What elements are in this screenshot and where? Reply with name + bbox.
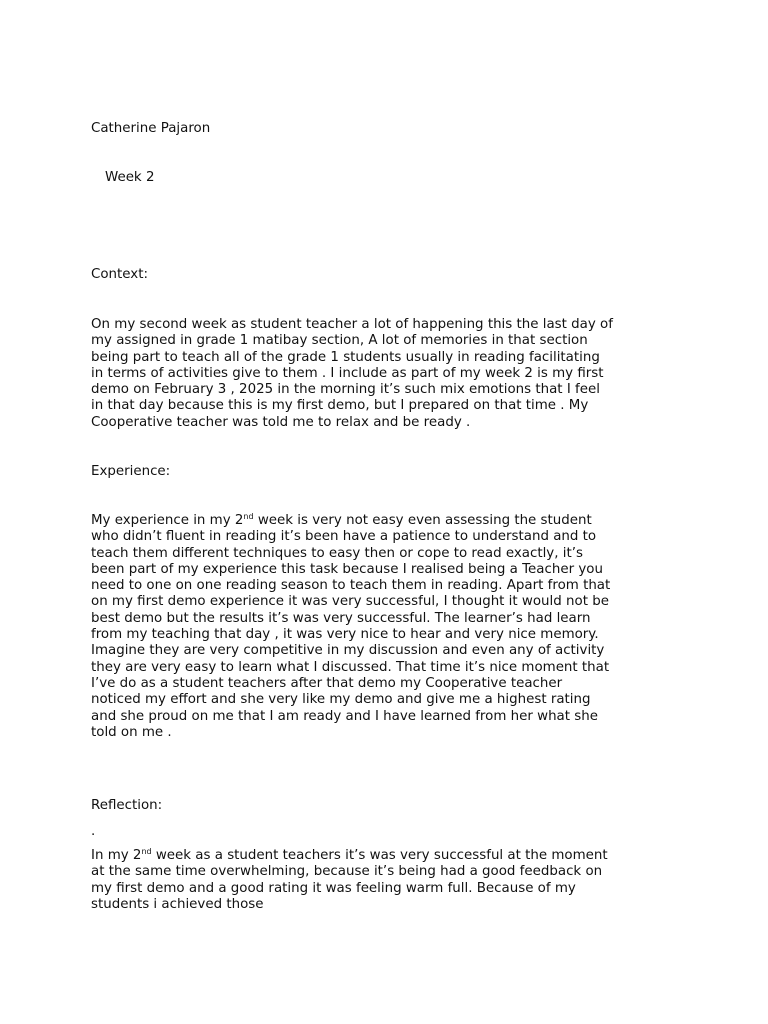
reflection-line: at the same time overwhelming, because it’s being had a good feedback on — [91, 864, 603, 880]
experience-first-line — [91, 513, 691, 529]
experience-line: been part of my experience this task because I realised being a Teacher you — [91, 561, 603, 577]
reflection-first-post: week as a student teachers it’s was very successful at the moment — [151, 848, 608, 863]
experience-line: teach them different techniques to easy then or cope to read exactly, it’s — [91, 545, 583, 561]
experience-line: I’ve do as a student teachers after that demo my Cooperative teacher — [91, 675, 563, 691]
context-line: in terms of activities give to them . I include as part of my week 2 is my first — [91, 365, 604, 381]
reflection-paragraph — [91, 848, 691, 913]
experience-line: need to one on one reading season to teach them in reading. Apart from that — [91, 578, 611, 594]
context-line: demo on February 3 , 2025 in the morning it’s such mix emotions that I feel — [91, 382, 600, 398]
experience-line: Imagine they are very competitive in my discussion and even any of activity — [91, 643, 605, 659]
reflection-dot: . — [91, 824, 96, 839]
experience-line: who didn’t fluent in reading it’s been have a patience to understand and to — [91, 529, 597, 545]
reflection-line: students i achieved those — [91, 896, 264, 912]
experience-line: best demo but the results it’s was very successful. The learner’s had learn — [91, 610, 591, 626]
context-heading: Context: — [91, 267, 148, 282]
experience-ordinal-suffix: nd — [243, 512, 254, 521]
reflection-line: my first demo and a good rating it was feeling warm full. Because of my — [91, 880, 576, 896]
experience-line: and she proud on me that I am ready and I have learned from her what she — [91, 708, 598, 724]
experience-first-post: week is very not easy even assessing the student — [253, 513, 592, 528]
reflection-heading: Reflection: — [91, 798, 163, 813]
author-name: Catherine Pajaron — [91, 121, 211, 136]
context-line: my assigned in grade 1 matibay section, A lot of memories in that section — [91, 333, 588, 349]
experience-heading: Experience: — [91, 464, 171, 479]
experience-line: told on me . — [91, 724, 172, 740]
context-line: being part to teach all of the grade 1 students usually in reading facilitating — [91, 349, 600, 365]
experience-line: from my teaching that day , it was very nice to hear and very nice memory. — [91, 627, 599, 643]
experience-line: noticed my effort and she very like my demo and give me a highest rating — [91, 692, 591, 708]
experience-line: on my first demo experience it was very successful, I thought it would not be — [91, 594, 609, 610]
reflection-first-line — [91, 848, 691, 864]
week-label: Week 2 — [105, 170, 155, 185]
reflection-first-pre: In my 2 — [91, 848, 142, 863]
experience-first-pre: My experience in my 2 — [91, 513, 244, 528]
context-paragraph — [91, 317, 691, 431]
experience-paragraph — [91, 513, 691, 741]
context-line: in that day because this is my first demo, but I prepared on that time . My — [91, 398, 589, 414]
context-line: On my second week as student teacher a lot of happening this the last day of — [91, 317, 613, 332]
reflection-ordinal-suffix: nd — [141, 847, 152, 856]
experience-line: they are very easy to learn what I discussed. That time it’s nice moment that — [91, 659, 610, 675]
context-line: Cooperative teacher was told me to relax and be ready . — [91, 414, 471, 430]
